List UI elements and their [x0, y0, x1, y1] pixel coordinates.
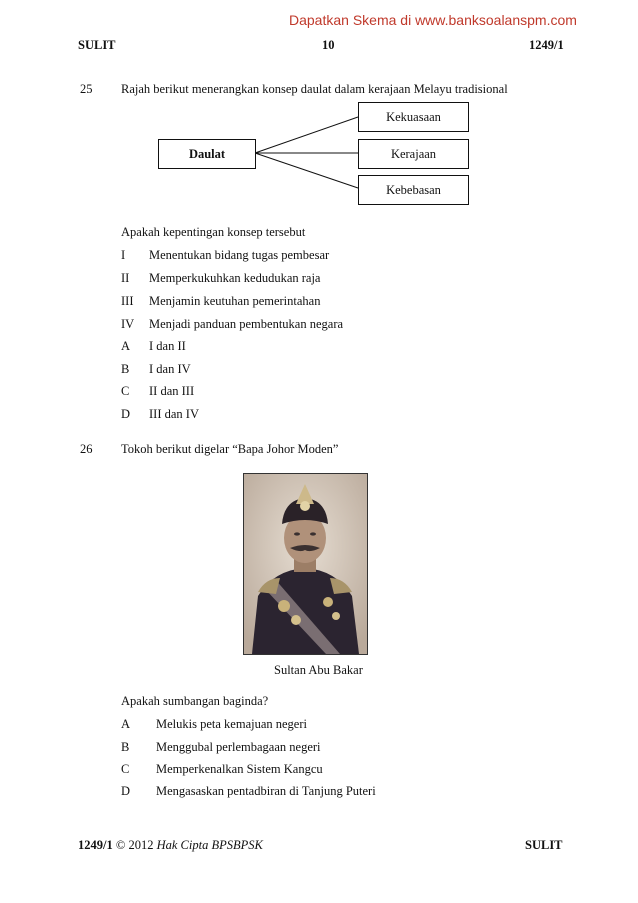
- footer-left: [78, 838, 263, 853]
- sultan-portrait-photo: [243, 473, 368, 655]
- footer-copyright: © 2012: [115, 838, 154, 852]
- q25-option-letter: D: [121, 407, 131, 421]
- footer-right: SULIT: [525, 838, 563, 852]
- diagram-center-daulat: Daulat: [158, 139, 256, 169]
- diagram-branch-kekuasaan: Kekuasaan: [358, 102, 469, 132]
- portrait-illustration: [244, 474, 367, 654]
- q26-option-text: Melukis peta kemajuan negeri: [156, 717, 307, 731]
- diagram-branch-kebebasan: Kebebasan: [358, 175, 469, 205]
- q25-statement-text: Menjadi panduan pembentukan negara: [149, 317, 344, 331]
- q25-statement-text: Memperkukuhkan kedudukan raja: [149, 271, 321, 285]
- footer-code: 1249/1: [78, 838, 113, 852]
- q26-option-text: Memperkenalkan Sistem Kangcu: [156, 762, 323, 776]
- q25-option-text: II dan III: [149, 384, 195, 398]
- diagram-line-kekuasaan: [255, 117, 358, 153]
- watermark-text: Dapatkan Skema di www.banksoalanspm.com: [289, 12, 577, 28]
- q25-option-letter: B: [121, 362, 130, 376]
- q26-question: Apakah sumbangan baginda?: [121, 694, 269, 708]
- header-left: SULIT: [78, 38, 116, 52]
- q25-option-letter: C: [121, 384, 130, 398]
- q25-question: Apakah kepentingan konsep tersebut: [121, 225, 306, 239]
- q26-option-letter: A: [121, 717, 131, 731]
- footer-holder: Hak Cipta BPSBPSK: [156, 838, 263, 852]
- q25-statement-roman: II: [121, 271, 130, 285]
- q26-option-text: Mengasaskan pentadbiran di Tanjung Puteri: [156, 784, 376, 798]
- q26-option-letter: C: [121, 762, 130, 776]
- header-right: 1249/1: [529, 38, 564, 52]
- q26-number: 26: [80, 442, 93, 456]
- q25-option-text: I dan II: [149, 339, 186, 353]
- q25-stem: Rajah berikut menerangkan konsep daulat dalam kerajaan Melayu tradisional: [121, 82, 508, 96]
- q26-stem: Tokoh berikut digelar “Bapa Johor Moden”: [121, 442, 339, 456]
- q25-statement-roman: IV: [121, 317, 135, 331]
- q25-option-text: I dan IV: [149, 362, 191, 376]
- q26-option-letter: B: [121, 740, 130, 754]
- page-number: 10: [322, 38, 335, 52]
- q25-option-text: III dan IV: [149, 407, 199, 421]
- q25-statement-text: Menjamin keutuhan pemerintahan: [149, 294, 321, 308]
- diagram-line-kebebasan: [255, 153, 358, 188]
- q25-statement-roman: I: [121, 248, 126, 262]
- q25-statement-text: Menentukan bidang tugas pembesar: [149, 248, 330, 262]
- q25-option-letter: A: [121, 339, 131, 353]
- portrait-caption: Sultan Abu Bakar: [274, 663, 363, 677]
- diagram-branch-kerajaan: Kerajaan: [358, 139, 469, 169]
- q26-option-text: Menggubal perlembagaan negeri: [156, 740, 321, 754]
- q26-option-letter: D: [121, 784, 131, 798]
- q25-statement-roman: III: [121, 294, 134, 308]
- q25-number: 25: [80, 82, 93, 96]
